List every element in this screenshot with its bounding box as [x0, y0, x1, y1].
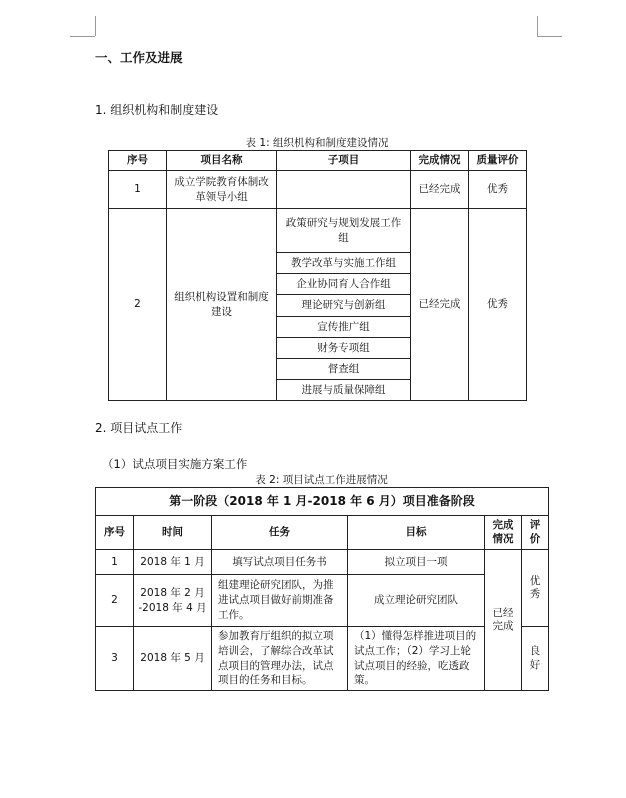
page-corner-mark	[537, 16, 538, 36]
task-cell: 参加教育厅组织的拟立项培训会，了解综合改革试点项目的管理办法，试点项目的任务和目标。	[212, 627, 348, 691]
sub-project: 督查组	[277, 359, 410, 380]
section2-subheading: （1）试点项目实施方案工作	[102, 457, 248, 471]
table2-header: 任务	[212, 516, 348, 550]
sub-project: 进展与质量保障组	[301, 383, 386, 396]
sub-project	[277, 171, 411, 209]
sub-project: 企业协同育人合作组	[277, 274, 410, 295]
page-corner-mark	[95, 16, 96, 36]
table2-caption: 表 2: 项目试点工作进展情况	[255, 474, 388, 486]
goal-cell: （1）懂得怎样推进项目的试点工作；（2）学习上轮试点项目的经验，吃透政策。	[348, 627, 485, 691]
table-row	[109, 209, 527, 401]
sub-project-list	[277, 209, 411, 401]
project-name: 组织机构设置和制度建设	[167, 209, 277, 401]
sub-project: 理论研究与创新组	[277, 295, 410, 317]
table2	[95, 487, 549, 691]
main-heading: 一、工作及进展	[95, 50, 183, 65]
row-number: 2	[109, 209, 167, 401]
table2-header: 评价	[522, 516, 549, 550]
table1-header: 序号	[109, 151, 167, 171]
table-row	[96, 627, 549, 691]
page-corner-mark	[70, 36, 95, 37]
table1-header: 子项目	[277, 151, 411, 171]
table1-header: 完成情况	[411, 151, 469, 171]
evaluation: 良好	[522, 627, 549, 691]
row-number: 1	[109, 171, 167, 209]
phase-title: 第一阶段（2018 年 1 月-2018 年 6 月）项目准备阶段	[96, 488, 549, 516]
sub-project: 财务专项组	[277, 338, 410, 359]
time-cell: 2018 年 2 月 -2018 年 4 月	[134, 575, 212, 627]
sub-project: 政策研究与规划发展工作组	[277, 209, 410, 253]
quality: 优秀	[469, 171, 527, 209]
row-number: 3	[96, 627, 134, 691]
project-name: 成立学院教育体制改革领导小组	[167, 171, 277, 209]
table1-header: 质量评价	[469, 151, 527, 171]
goal-cell: 成立理论研究团队	[348, 575, 485, 627]
table2-header: 序号	[96, 516, 134, 550]
time-cell: 2018 年 1 月	[134, 550, 212, 575]
task-cell: 组建理论研究团队，为推进试点项目做好前期准备工作。	[212, 575, 348, 627]
status: 已经完成	[411, 171, 469, 209]
evaluation: 优秀	[522, 550, 549, 627]
table2-header: 时间	[134, 516, 212, 550]
status: 已经完成	[411, 209, 469, 401]
quality: 优秀	[469, 209, 527, 401]
task-cell: 填写试点项目任务书	[212, 550, 348, 575]
sub-project: 教学改革与实施工作组	[277, 253, 410, 274]
table-row	[109, 171, 527, 209]
table2-header: 目标	[348, 516, 485, 550]
sub-project: 宣传推广组	[277, 317, 410, 338]
table1-header: 项目名称	[167, 151, 277, 171]
section1-heading: 1. 组织机构和制度建设	[95, 103, 219, 117]
table1	[108, 150, 527, 401]
table1-caption: 表 1: 组织机构和制度建设情况	[245, 137, 389, 149]
row-number: 1	[96, 550, 134, 575]
page-corner-mark	[537, 36, 562, 37]
table-row	[96, 575, 549, 627]
section2-heading: 2. 项目试点工作	[95, 421, 183, 435]
status-merged: 已经完成	[485, 550, 522, 691]
goal-cell: 拟立项目一项	[348, 550, 485, 575]
row-number: 2	[96, 575, 134, 627]
table2-header: 完成情况	[485, 516, 522, 550]
table-row	[96, 550, 549, 575]
time-cell: 2018 年 5 月	[134, 627, 212, 691]
